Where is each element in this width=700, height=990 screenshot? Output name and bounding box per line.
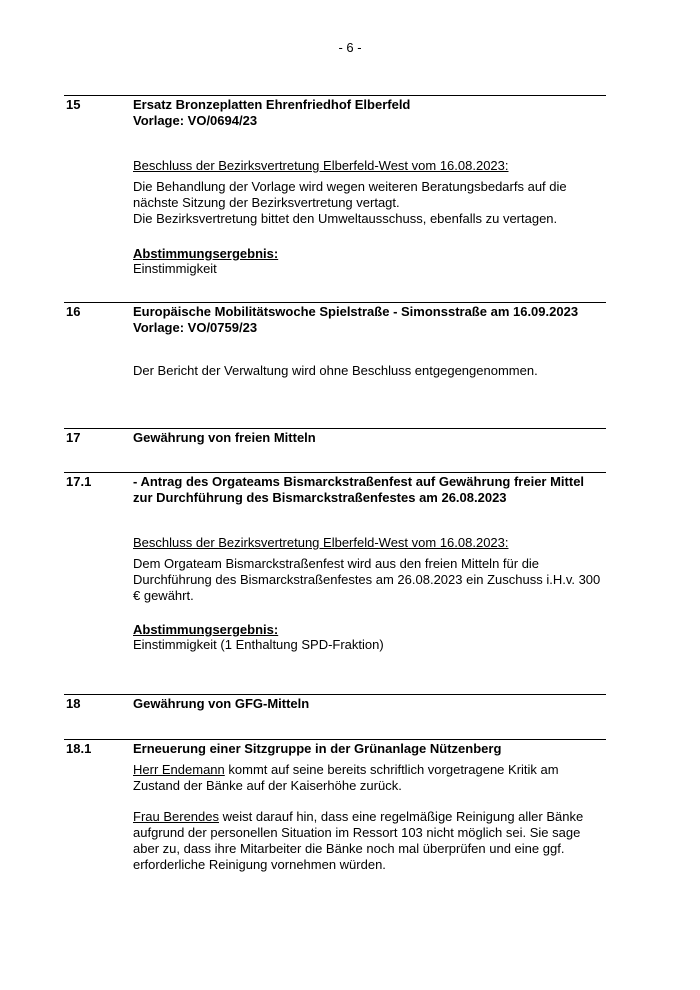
section-divider bbox=[64, 739, 606, 740]
text-line: aber zu, dass ihre Mitarbeiter die Bänke noch mal überprüfen und eine ggf. bbox=[133, 841, 565, 856]
section-divider bbox=[64, 428, 606, 429]
speaker-name: Frau Berendes bbox=[133, 809, 219, 824]
item-title-line: zur Durchführung des Bismarckstraßenfestes am 26.08.2023 bbox=[133, 490, 507, 505]
text-fragment: weist darauf hin, dass eine regelmäßige Reinigung aller Bänke bbox=[219, 809, 584, 824]
text-line bbox=[133, 762, 608, 778]
item-number: 15 bbox=[66, 97, 81, 112]
item-title bbox=[133, 97, 608, 129]
item-title-line: - Antrag des Orgateams Bismarckstraßenfest auf Gewährung freier Mittel bbox=[133, 474, 585, 489]
vote-result: Einstimmigkeit bbox=[133, 261, 217, 276]
beschluss-text bbox=[133, 179, 608, 227]
item-number: 17 bbox=[66, 430, 81, 445]
text-line: Die Bezirksvertretung bittet den Umweltausschuss, ebenfalls zu vertagen. bbox=[133, 211, 558, 226]
item-number: 17.1 bbox=[66, 474, 92, 489]
section-divider bbox=[64, 694, 606, 695]
item-number: 16 bbox=[66, 304, 81, 319]
vote-result: Einstimmigkeit (1 Enthaltung SPD-Fraktion) bbox=[133, 637, 384, 652]
section-divider bbox=[64, 302, 606, 303]
paragraph-berendes bbox=[133, 809, 608, 873]
section-divider bbox=[64, 472, 606, 473]
item-title bbox=[133, 474, 608, 506]
text-line: Zustand der Bänke auf der Kaiserhöhe zurück. bbox=[133, 778, 402, 793]
item-title: Gewährung von GFG-Mitteln bbox=[133, 696, 310, 711]
speaker-name: Herr Endemann bbox=[133, 762, 225, 777]
beschluss-text bbox=[133, 556, 608, 604]
item-vorlage: Vorlage: VO/0694/23 bbox=[133, 113, 258, 128]
page-number: - 6 - bbox=[338, 40, 362, 55]
item-title-text: Ersatz Bronzeplatten Ehrenfriedhof Elberfeld bbox=[133, 97, 411, 112]
text-line bbox=[133, 809, 608, 825]
text-line: Dem Orgateam Bismarckstraßenfest wird aus den freien Mitteln für die bbox=[133, 556, 540, 571]
vote-label: Abstimmungsergebnis: bbox=[133, 246, 279, 261]
item-number: 18 bbox=[66, 696, 81, 711]
text-fragment: kommt auf seine bereits schriftlich vorgetragene Kritik am bbox=[224, 762, 559, 777]
text-line: Die Behandlung der Vorlage wird wegen weiteren Beratungsbedarfs auf die bbox=[133, 179, 567, 194]
item-vorlage: Vorlage: VO/0759/23 bbox=[133, 320, 258, 335]
report-text: Der Bericht der Verwaltung wird ohne Beschluss entgegengenommen. bbox=[133, 363, 538, 378]
text-line: aufgrund der personellen Situation im Ressort 103 nicht möglich sei. Sie sage bbox=[133, 825, 581, 840]
vote-label: Abstimmungsergebnis: bbox=[133, 622, 279, 637]
section-divider bbox=[64, 95, 606, 96]
paragraph-endemann bbox=[133, 762, 608, 794]
item-title: Erneuerung einer Sitzgruppe in der Grünanlage Nützenberg bbox=[133, 741, 502, 756]
text-line: € gewährt. bbox=[133, 588, 194, 603]
text-line: erforderliche Reinigung vornehmen würden. bbox=[133, 857, 386, 872]
beschluss-heading: Beschluss der Bezirksvertretung Elberfeld-West vom 16.08.2023: bbox=[133, 158, 509, 173]
item-title bbox=[133, 304, 608, 336]
item-title-text: Europäische Mobilitätswoche Spielstraße - Simonsstraße am 16.09.2023 bbox=[133, 304, 579, 319]
text-line: nächste Sitzung der Bezirksvertretung vertagt. bbox=[133, 195, 400, 210]
text-line: Durchführung des Bismarckstraßenfestes am 26.08.2023 ein Zuschuss i.H.v. 300 bbox=[133, 572, 601, 587]
item-title: Gewährung von freien Mitteln bbox=[133, 430, 316, 445]
beschluss-heading: Beschluss der Bezirksvertretung Elberfeld-West vom 16.08.2023: bbox=[133, 535, 509, 550]
item-number: 18.1 bbox=[66, 741, 92, 756]
